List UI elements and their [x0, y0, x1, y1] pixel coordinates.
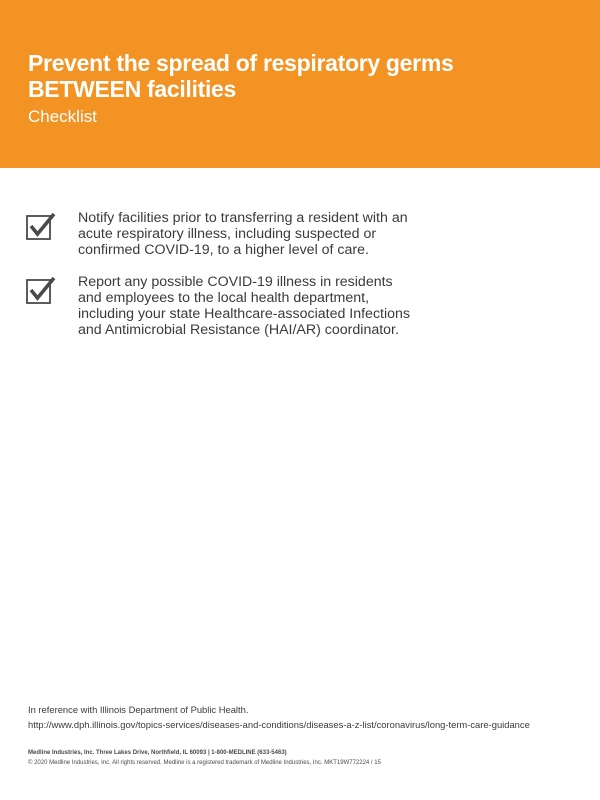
- page-title: Prevent the spread of respiratory germs BETWEEN facilities: [28, 50, 454, 102]
- footer-copyright: © 2020 Medline Industries, Inc. All rights reserved. Medline is a registered trademark of Medline Industries, Inc. MKT19W772224 / 15: [28, 760, 381, 766]
- checklist-item: [26, 274, 416, 338]
- checklist: [26, 210, 416, 354]
- checklist-item-text: Notify facilities prior to transferring a resident with an acute respiratory illness, including suspected or confirmed COVID-19, to a higher level of care.: [78, 210, 408, 258]
- footer-company-info: Medline Industries, Inc. Three Lakes Drive, Northfield, IL 60093 | 1-800-MEDLINE (633-5463): [28, 750, 287, 756]
- checklist-item: [26, 210, 416, 258]
- checked-box-icon: [26, 275, 56, 305]
- reference-source: In reference with Illinois Department of Public Health.: [28, 704, 249, 715]
- checklist-item-text: Report any possible COVID-19 illness in residents and employees to the local health department, including your state Healthcare-associated Infections and Antimicrobial Resistance (HAI/AR) coordinator.: [78, 274, 411, 338]
- footer: [28, 748, 588, 768]
- page-subtitle: Checklist: [28, 107, 97, 126]
- checked-box-icon: [26, 211, 56, 241]
- reference-note: [28, 702, 588, 732]
- header-banner: [0, 0, 600, 168]
- reference-url[interactable]: http://www.dph.illinois.gov/topics-services/diseases-and-conditions/diseases-a-z-list/coronavirus/long-term-care-guidance: [28, 719, 530, 730]
